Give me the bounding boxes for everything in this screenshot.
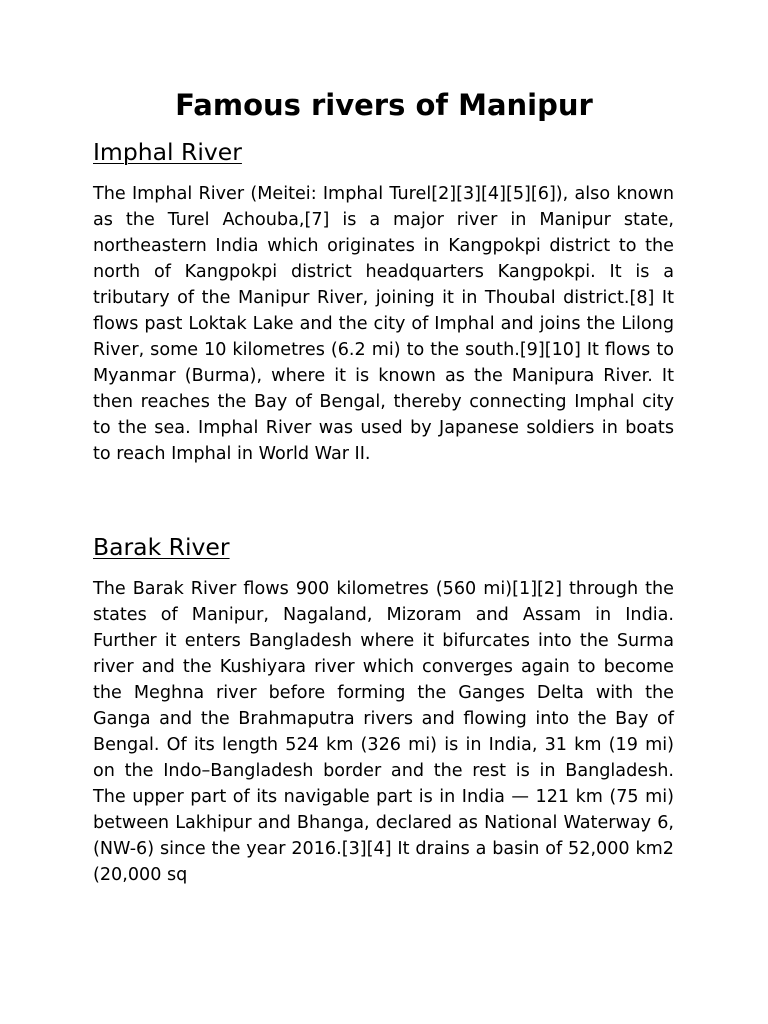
section-body-imphal-river: The Imphal River (Meitei: Imphal Turel[2][3][4][5][6]), also known as the Turel Achouba,[7] is a major river in Manipur state, northeastern India which originates in Kangpokpi district to the north of Kangpokpi district headquarters Kangpokpi. It is a tributary of the Manipur River, joining it in Thoubal district.[8] It flows past Loktak Lake and the city of Imphal and joins the Lilong River, some 10 kilometres (6.2 mi) to the south.[9][10] It flows to Myanmar (Burma), where it is known as the Manipura River. It then reaches the Bay of Bengal, thereby connecting Imphal city to the sea. Imphal River was used by Japanese soldiers in boats to reach Imphal in World War II.: [93, 184, 674, 464]
section-heading-barak-river: Barak River: [93, 533, 230, 561]
document-title: Famous rivers of Manipur: [175, 88, 593, 122]
section-body-barak-river: The Barak River flows 900 kilometres (560 mi)[1][2] through the states of Manipur, Nagaland, Mizoram and Assam in India. Further it enters Bangladesh where it bifurcates into the Surma river and the Kushiyara river which converges again to become the Meghna river before forming the Ganges Delta with the Ganga and the Brahmaputra rivers and flowing into the Bay of Bengal. Of its length 524 km (326 mi) is in India, 31 km (19 mi) on the Indo–Bangladesh border and the rest is in Bangladesh. The upper part of its navigable part is in India — 121 km (75 mi) between Lakhipur and Bhanga, declared as National Waterway 6, (NW-6) since the year 2016.[3][4] It drains a basin of 52,000 km2 (20,000 sq: [93, 579, 674, 885]
section-heading-imphal-river: Imphal River: [93, 138, 242, 166]
